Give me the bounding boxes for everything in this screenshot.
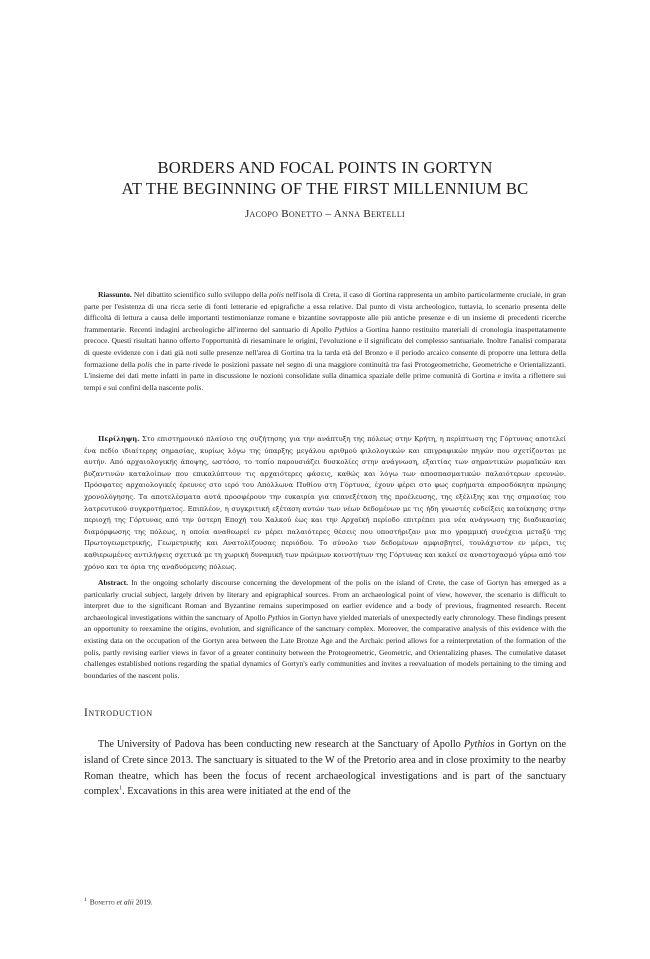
- riassunto-label: Riassunto.: [98, 290, 132, 299]
- riassunto-text: nell'isola di Creta, il caso di Gortina rappresenta un ambito particolarmente cruciale, in gran parte per l'esistenza di una ricca serie di fonti letterarie ed epigrafiche a essa relative. Dal punto di vista archeologico, tuttavia, lo scenario presenta delle difficoltà di lettura a causa delle importanti testimonianze romane e bizantine sovrapposte alle più antiche presenze e di un insieme di precedenti ricerche frammentarie. Recenti indagini archeologiche all'interno del santuario di Apollo: [84, 290, 566, 334]
- riassunto-italic: polis: [137, 359, 153, 369]
- intro-text: . Excavations in this area were initiated at the end of the: [122, 786, 351, 798]
- paper-title: [40, 157, 610, 199]
- perilipsi-text: Στο επιστημονικό πλαίσιο της συζήτησης για την ανάπτυξη της πόλεως στην Κρήτη, η περίπτωση της Γόρτυνας αποτελεί ένα πεδίο ιδιαίτερης σημασίας, κυρίως λόγω της ύπαρξης μεγάλου αριθμού φιλολογικών και επιγραφικών πηγών που σχετίζονται με αυτήν. Από αρχαιολογικής άποψης, ωστόσο, το τοπίο παρουσιάζει δυσκολίες στην ανάγνωση, εξαιτίας των σημαντικών ρωμαϊκών και βυζαντινών καταλοίπων που επικαλύπτουν τις αρχαιότερες φάσεις, καθώς και λόγω των αποσπασματικών παλαιότερων ερευνών. Πρόσφατες αρχαιολογικές έρευνες στο ιερό του Απόλλωνα Πυθίου στη Γόρτυνα, έχουν φέρει στο φως ευρήματα απροσδόκητα πρώιμης χρονολόγησης. Τα αποτελέσματα αυτά προσφέρουν την ευκαιρία για επανεξέταση της προέλευσης, της εξέλιξης και της σημασίας του λατρευτικού συγκροτήματος. Επιπλέον, η συγκριτική εξέταση αυτών των νέων δεδομένων με τις ήδη γνωστές ενδείξεις κατοίκησης στην περιοχή της Γόρτυνας από την ύστερη Εποχή του Χαλκού έως και την Αρχαϊκή περίοδο επιτρέπει μια νέα ανάγνωση της διαδικασίας διαμόρφωσης της πόλεως, η οποία αναθεωρεί εν μέρει παλαιότερες θέσεις που υποστήριζαν μια πιο γραμμική συνέχεια μεταξύ της Πρωτογεωμετρικής, Γεωμετρικής και Ανατολίζουσας περιόδου. Το σύνολο των δεδομένων αμφισβητεί, τουλάχιστον εν μέρει, τις καθιερωμένες αντιλήψεις σχετικά με τη χωρική δυναμική των πρώιμων κοινοτήτων της Γόρτυνας και καλεί σε αναστοχασμό γύρω από τον χρόνο και τα όρια της αναδυόμενης πόλεως.: [84, 435, 566, 571]
- riassunto-italic: Pythios: [334, 324, 358, 334]
- riassunto-text: a Gortina hanno restituito materiali di cronologia inaspettatamente precoce. Questi risultati hanno offerto l'opportunità di riesaminare le origini, l'evoluzione e il significato del complesso santuariale. Inoltre l'analisi comparata di queste evidenze con i dati già noti sulle presenze nell'area di Gortina tra la tarda età del Bronzo e il periodo arcaico consente di proporre una lettura della formazione della: [84, 324, 567, 369]
- riassunto-text: che in parte rivede le posizioni passate nel segno di una maggiore continuità tra fasi Protogeometriche, Geometriche e Orientalizzanti. L'insieme dei dati mette infatti in parte in discussione le nozioni consolidate sulla dinamica spaziale delle prime comunità di Gortina e invita a riflettere sui tempi e sui confini della nascente: [84, 359, 566, 392]
- footnote-year: 2019.: [133, 897, 153, 907]
- greek-abstract-paragraph: [84, 434, 566, 573]
- intro-text: The University of Padova has been conducting new research at the Sanctuary of Apollo: [98, 739, 464, 750]
- perilipsi-label: Περίληψη.: [98, 435, 140, 443]
- footnote: [84, 897, 153, 907]
- footnote-author: Bonetto: [89, 897, 115, 907]
- intro-italic: Pythios: [463, 739, 495, 750]
- footnote-reference[interactable]: 1: [119, 786, 123, 792]
- riassunto-text: .: [201, 382, 204, 392]
- riassunto-italic: polis: [269, 290, 284, 299]
- riassunto-paragraph: [84, 289, 566, 393]
- intro-text: in Gortyn on the island of Crete since 2013. The sanctuary is situated to the W of the Pretorio area and in close proximity to the nearby Roman theatre, which has been the focus of recent archaeological investigations and is part of the sanctuary complex: [84, 739, 567, 798]
- title-line-1: BORDERS AND FOCAL POINTS IN GORTYN: [157, 158, 493, 177]
- section-heading-introduction: Introduction: [84, 707, 153, 719]
- title-line-2: AT THE BEGINNING OF THE FIRST MILLENNIUM BC: [121, 179, 529, 198]
- footnote-number: 1: [84, 897, 87, 903]
- abstract-text: In the ongoing scholarly discourse concerning the development of the polis on the island of Crete, the case of Gortyn has emerged as a particularly crucial subject, largely driven by literary and epigraphical sources. From an archaeological point of view, however, the scenario is difficult to interpret due to the significant Roman and Byzantine remains superimposed on earlier evidence and a body of previous, fragmented research. Recent archaeological investigations within the sanctuary of Apollo: [84, 578, 566, 622]
- riassunto-text: Nel dibattito scientifico sullo sviluppo della: [131, 290, 270, 299]
- abstract-label: Abstract.: [98, 578, 128, 587]
- abstract-italic: Pythios: [267, 612, 291, 622]
- abstract-paragraph: [84, 577, 566, 681]
- abstract-text: in Gortyn have yielded materials of unexpectedly early chronology. These findings present an opportunity to reexamine the origins, evolution, and significance of the sanctuary complex. Moreover, the comparative analysis of this evidence with the existing data on the occupation of the Gortyn area between the Late Bronze Age and the Archaic period allows for a reinterpretation of the formation of the polis, partly revising earlier views in favor of a greater continuity between the Protogeometric, Geometric, and Orientalizing phases. The cumulative dataset challenges established notions regarding the spatial dynamics of Gortyn's early communities and invites a reevaluation of models pertaining to the timing and boundaries of the nascent polis.: [84, 612, 566, 680]
- introduction-paragraph: [84, 737, 566, 800]
- author-line: Jacopo Bonetto – Anna Bertelli: [244, 208, 406, 220]
- riassunto-italic: polis: [186, 382, 202, 392]
- footnote-etal: et alii: [116, 897, 134, 907]
